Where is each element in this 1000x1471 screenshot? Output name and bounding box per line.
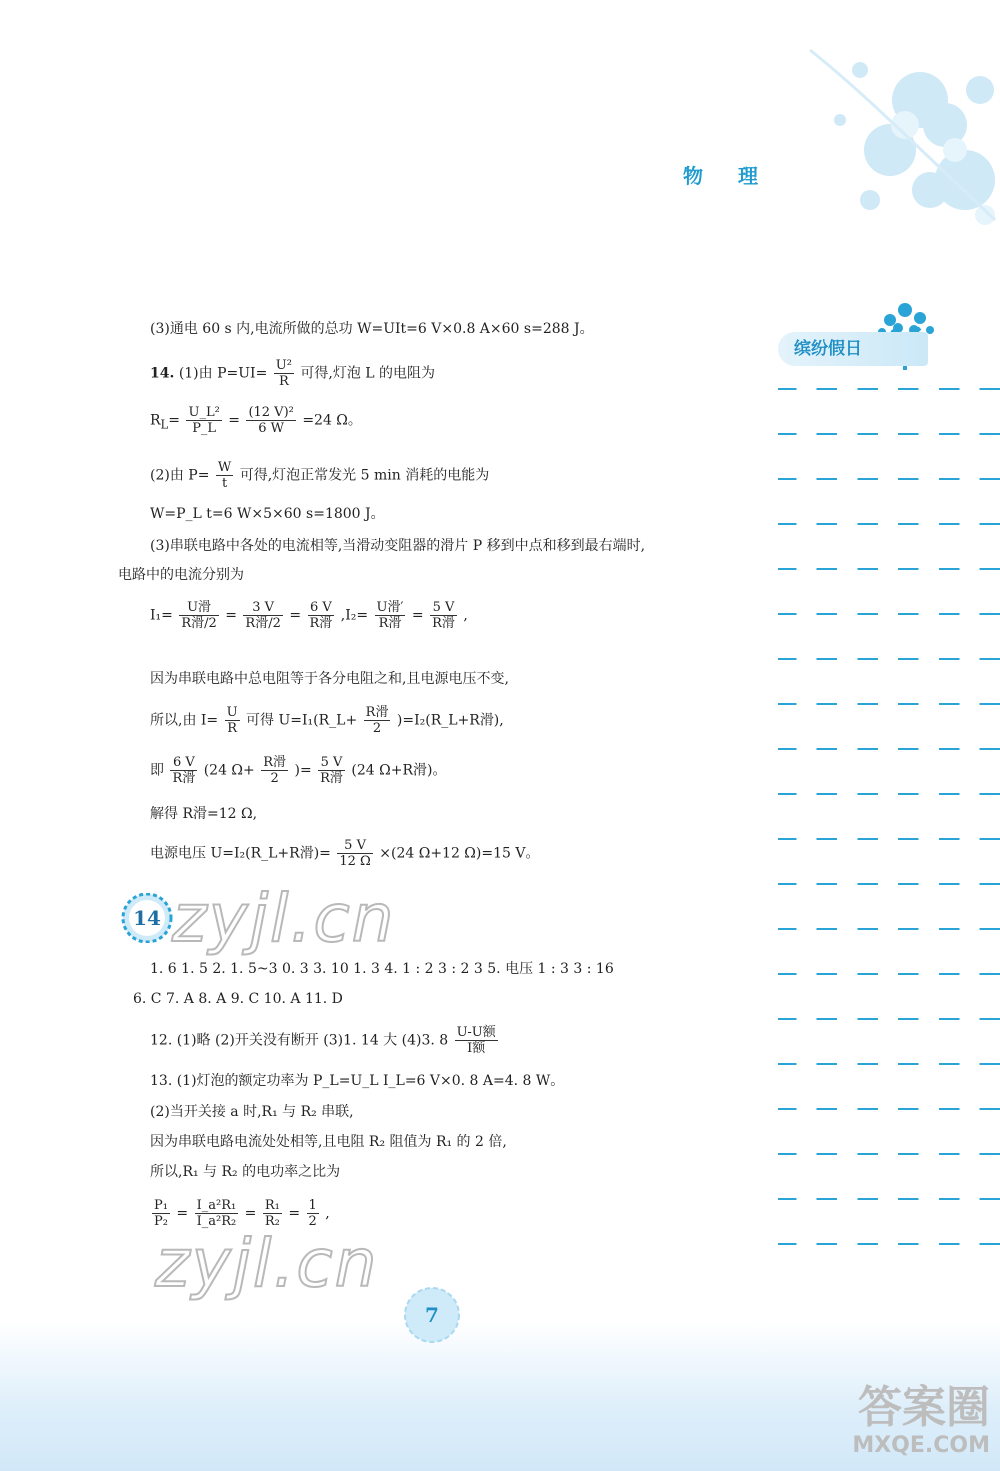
text-fragment: R xyxy=(150,412,161,429)
numerator: R滑 xyxy=(365,705,389,720)
subject-header: 物 理 xyxy=(683,164,772,188)
numerator: 5 V xyxy=(430,600,457,616)
numerator: U滑 xyxy=(179,600,218,616)
section-number: 14 xyxy=(133,906,161,930)
text-fragment: I₁= xyxy=(150,607,173,624)
fraction xyxy=(375,600,406,631)
text-fragment: 可得,灯泡正常发光 5 min 消耗的电能为 xyxy=(239,467,490,484)
text-line xyxy=(150,405,362,436)
text-fragment: 可得,灯泡 L 的电阻为 xyxy=(300,365,436,382)
note-line xyxy=(778,1108,1000,1110)
denominator: 6 W xyxy=(258,421,285,436)
numerator: 1 xyxy=(308,1198,317,1213)
denominator: R xyxy=(278,374,289,389)
text-fragment: , xyxy=(325,1205,330,1222)
denominator: R滑 xyxy=(432,616,455,631)
notes-side-panel xyxy=(778,300,1000,1260)
fraction xyxy=(225,705,240,736)
note-line xyxy=(778,748,1000,750)
answer-line: 因为串联电路电流处处相等,且电阻 R₂ 阻值为 R₁ 的 2 倍, xyxy=(150,1134,507,1150)
denominator: R滑 xyxy=(172,771,196,786)
question-number: 14. xyxy=(150,365,175,382)
page-number: 7 xyxy=(425,1303,439,1327)
text-fragment: (24 Ω+R滑)。 xyxy=(351,762,447,779)
text-line xyxy=(150,460,489,491)
watermark: zyjl.cn xyxy=(172,880,396,957)
note-line xyxy=(778,658,1000,660)
note-line xyxy=(778,1198,1000,1200)
text-fragment: = xyxy=(228,412,240,429)
numerator: U xyxy=(226,705,238,720)
text-fragment: 即 xyxy=(150,762,164,779)
watermark: zyjl.cn xyxy=(155,1225,379,1302)
denominator: 2 xyxy=(372,721,382,736)
page-number-badge xyxy=(404,1287,460,1343)
fraction xyxy=(243,600,282,631)
fraction xyxy=(364,705,391,736)
numerator: P₁ xyxy=(154,1198,168,1213)
note-line xyxy=(778,973,1000,975)
denominator: R滑 xyxy=(320,771,343,786)
numerator: 3 V xyxy=(243,600,282,616)
numerator: 6 V xyxy=(170,755,197,771)
section-badge xyxy=(118,893,176,943)
subscript: L xyxy=(160,417,169,432)
flower-decoration xyxy=(770,30,1000,230)
numerator: U² xyxy=(275,358,292,373)
note-line xyxy=(778,703,1000,705)
text-line: 解得 R滑=12 Ω, xyxy=(150,806,258,822)
text-fragment: 12. (1)略 (2)开关没有断开 (3)1. 14 大 (4)3. 8 xyxy=(150,1032,449,1049)
text-line: 因为串联电路中总电阻等于各分电阻之和,且电源电压不变, xyxy=(150,671,509,687)
denominator: P_L xyxy=(192,421,217,436)
fraction xyxy=(318,755,345,786)
note-line xyxy=(778,1018,1000,1020)
text-fragment: (1)由 P=UI= xyxy=(178,365,268,382)
denominator: 2 xyxy=(308,1214,317,1229)
text-fragment: 所以,由 I= xyxy=(150,712,219,729)
text-fragment: = xyxy=(168,412,181,429)
note-line xyxy=(778,1243,1000,1245)
side-panel-title: 缤纷假日 xyxy=(778,332,928,366)
text-line xyxy=(150,755,446,786)
corner-logo-main: 答案圈 xyxy=(858,1382,990,1433)
note-line xyxy=(778,793,1000,795)
denominator: R滑 xyxy=(378,616,402,631)
answer-line: 所以,R₁ 与 R₂ 的电功率之比为 xyxy=(150,1164,341,1180)
answer-line: 1. 6 1. 5 2. 1. 5~3 0. 3 3. 10 1. 3 4. 1 : 2 3 : 2 3 5. 电压 1 : 3 3 : 16 xyxy=(150,961,614,977)
fraction xyxy=(274,358,294,389)
note-line xyxy=(778,388,1000,390)
text-line xyxy=(150,358,435,389)
corner-logo-url: MXQE.COM xyxy=(852,1433,990,1458)
numerator: R滑 xyxy=(263,755,287,770)
text-fragment: (24 Ω+ xyxy=(203,762,255,779)
fraction xyxy=(179,600,218,631)
note-line xyxy=(778,568,1000,570)
denominator: R₂ xyxy=(264,1214,280,1229)
text-fragment: = xyxy=(289,607,302,624)
fraction xyxy=(308,600,335,631)
fraction xyxy=(186,405,221,436)
numerator: U-U额 xyxy=(456,1025,496,1040)
note-line xyxy=(778,928,1000,930)
denominator: R滑 xyxy=(309,616,333,631)
text-fragment: 可得 U=I₁(R_L+ xyxy=(246,712,358,729)
text-fragment: = xyxy=(244,1205,257,1222)
text-fragment: = xyxy=(176,1205,189,1222)
answer-line: 6. C 7. A 8. A 9. C 10. A 11. D xyxy=(133,991,343,1007)
text-fragment: =24 Ω。 xyxy=(302,412,362,429)
note-line xyxy=(778,613,1000,615)
denominator: I_a²R₂ xyxy=(196,1214,237,1229)
note-line xyxy=(778,883,1000,885)
note-line xyxy=(778,478,1000,480)
numerator: U_L² xyxy=(188,405,220,420)
text-fragment: )=I₂(R_L+R滑), xyxy=(396,712,504,729)
note-line xyxy=(778,433,1000,435)
text-fragment: ,I₂= xyxy=(340,607,369,624)
denominator: 2 xyxy=(270,771,279,786)
denominator: R滑/2 xyxy=(245,616,281,631)
answer-line: 13. (1)灯泡的额定功率为 P_L=U_L I_L=6 V×0. 8 A=4. 8 W。 xyxy=(150,1073,565,1089)
text-line: (3)串联电路中各处的电流相等,当滑动变阻器的滑片 P 移到中点和移到最右端时, xyxy=(150,538,646,554)
text-line xyxy=(150,600,468,631)
text-fragment: = xyxy=(411,607,424,624)
numerator: W xyxy=(217,460,232,475)
numerator: I_a²R₁ xyxy=(196,1198,237,1213)
answer-line xyxy=(150,1025,500,1056)
fraction xyxy=(455,1025,498,1056)
text-fragment: = xyxy=(288,1205,301,1222)
note-line xyxy=(778,838,1000,840)
note-line xyxy=(778,523,1000,525)
fraction xyxy=(246,405,295,436)
fraction xyxy=(216,460,233,491)
numerator: 5 V xyxy=(318,755,345,771)
fraction xyxy=(170,755,197,786)
numerator: (12 V)² xyxy=(248,405,294,420)
fraction xyxy=(430,600,457,631)
denominator: I额 xyxy=(467,1041,486,1056)
text-fragment: 电源电压 U=I₂(R_L+R滑)= xyxy=(150,845,331,862)
note-line xyxy=(778,1153,1000,1155)
denominator: P₂ xyxy=(154,1214,168,1229)
corner-logo xyxy=(800,1383,990,1463)
numerator: R₁ xyxy=(264,1198,280,1213)
text-fragment: ×(24 Ω+12 Ω)=15 V。 xyxy=(379,845,540,862)
text-fragment: (2)由 P= xyxy=(150,467,210,484)
answer-line: (2)当开关接 a 时,R₁ 与 R₂ 串联, xyxy=(150,1104,354,1120)
numerator: U滑′ xyxy=(376,600,404,615)
text-fragment: = xyxy=(225,607,237,624)
numerator: 5 V xyxy=(337,838,372,854)
denominator: R xyxy=(227,721,237,736)
text-fragment: , xyxy=(463,607,468,624)
denominator: R滑/2 xyxy=(181,616,217,631)
text-line xyxy=(150,705,504,736)
numerator: 6 V xyxy=(308,600,335,616)
text-line: W=P_L t=6 W×5×60 s=1800 J。 xyxy=(150,506,385,522)
text-line xyxy=(150,838,539,869)
fraction xyxy=(261,755,288,786)
text-line: (3)通电 60 s 内,电流所做的总功 W=UIt=6 V×0.8 A×60 s=288 J。 xyxy=(150,321,594,337)
denominator: t xyxy=(221,476,228,491)
fraction xyxy=(337,838,372,869)
text-line: 电路中的电流分别为 xyxy=(118,567,244,583)
note-line xyxy=(778,1063,1000,1065)
text-fragment: )= xyxy=(294,762,312,779)
denominator: 12 Ω xyxy=(339,854,371,869)
